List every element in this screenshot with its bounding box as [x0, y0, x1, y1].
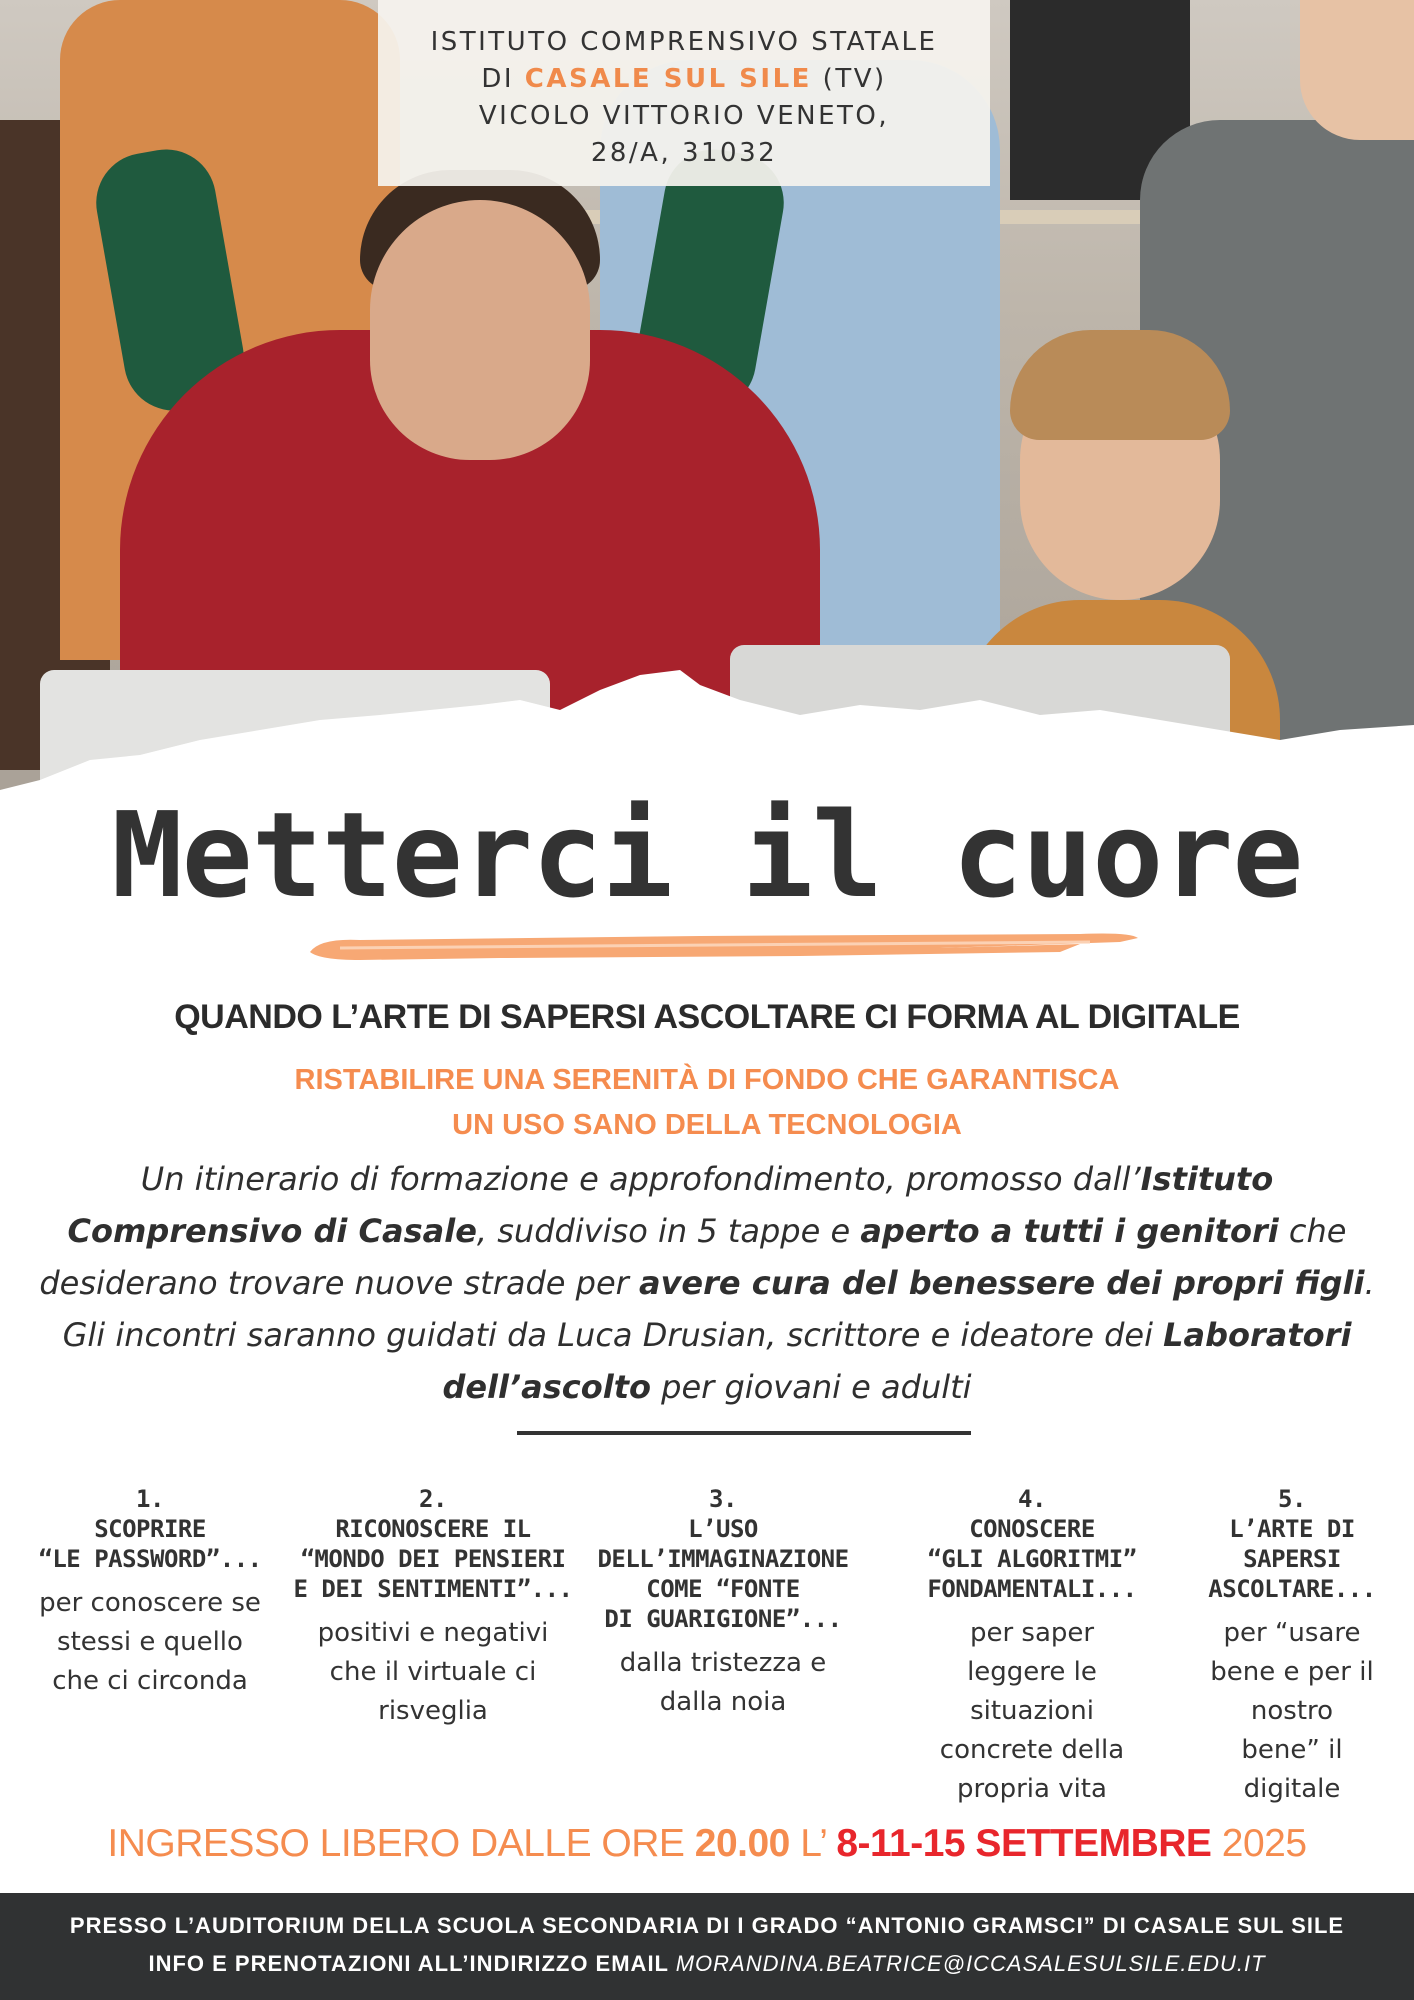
step-5-heading: L’ARTE DI SAPERSI ASCOLTARE... [1208, 1515, 1376, 1603]
contact-email-link[interactable]: MORANDINA.BEATRICE@ICCASALESULSILE.EDU.IT [675, 1951, 1266, 1976]
address-line-4: 28/A, 31032 [590, 138, 778, 168]
address-prefix: DI [481, 64, 525, 94]
step-2-number: 2. [419, 1485, 447, 1513]
address-province: (TV) [811, 64, 887, 94]
entry-connector: L’ [789, 1822, 837, 1865]
footer-venue: PRESSO L’AUDITORIUM DELLA SCUOLA SECONDARIA DI I GRADO “ANTONIO GRAMSCI” DI CASALE SUL SILE [69, 1913, 1345, 1938]
step-3-heading: L’USO DELL’IMMAGINAZIONE COME “FONTE DI GUARIGIONE”... [597, 1515, 849, 1633]
intro-text-4: . Gli incontri saranno guidati da Luca Drusian, scrittore e ideatore dei [62, 1264, 1375, 1354]
brush-underline [300, 930, 1144, 966]
tagline [0, 1058, 1414, 1148]
address-line-3: VICOLO VITTORIO VENETO, [478, 101, 890, 131]
photo-girl-face [1300, 0, 1414, 140]
entry-text: INGRESSO LIBERO DALLE ORE [107, 1822, 695, 1865]
page-title: Metterci il cuore [111, 786, 1303, 924]
step-4-heading: CONOSCERE “GLI ALGORITMI” FONDAMENTALI... [927, 1515, 1137, 1603]
intro-text-3: che desiderano trovare nuove strade per [39, 1212, 1347, 1302]
footer [0, 1893, 1414, 2000]
step-5-description: per “usare bene e per il nostro bene” il digitale [1210, 1618, 1374, 1804]
step-4-number: 4. [1018, 1485, 1046, 1513]
intro-bold-2: aperto a tutti i genitori [860, 1212, 1279, 1250]
step-1-heading: SCOPRIRE “LE PASSWORD”... [38, 1515, 262, 1573]
school-town: CASALE SUL SILE [524, 64, 812, 94]
step-5 [1174, 1484, 1410, 1809]
divider-rule [517, 1431, 971, 1435]
step-2-description: positivi e negativi che il virtuale ci risveglia [317, 1618, 549, 1726]
step-1 [12, 1484, 288, 1701]
entry-time: 20.00 [694, 1822, 790, 1865]
intro-bold-1: Istituto Comprensivo di Casale [67, 1160, 1274, 1250]
address-line-1: ISTITUTO COMPRENSIVO STATALE [430, 27, 938, 57]
step-1-description: per conoscere se stessi e quello che ci circonda [39, 1588, 261, 1696]
step-3 [578, 1484, 868, 1722]
step-1-number: 1. [136, 1485, 164, 1513]
photo-blond-boy-hair [1010, 330, 1230, 440]
footer-contact [0, 1945, 1414, 1983]
photo-boy-face [370, 200, 590, 460]
footer-contact-label: INFO E PRENOTAZIONI ALL’INDIRIZZO EMAIL [148, 1951, 676, 1976]
intro-text-1: Un itinerario di formazione e approfondimento, promosso dall’ [140, 1160, 1141, 1198]
step-4-description: per saper leggere le situazioni concrete della propria vita [939, 1618, 1125, 1804]
step-3-number: 3. [709, 1485, 737, 1513]
intro-text-5: per giovani e adulti [650, 1368, 972, 1406]
tagline-line-1: RISTABILIRE UNA SERENITÀ DI FONDO CHE GARANTISCA [294, 1064, 1120, 1096]
entry-info [0, 1822, 1414, 1866]
step-3-description: dalla tristezza e dalla noia [619, 1648, 827, 1717]
step-4 [900, 1484, 1164, 1809]
step-2-heading: RICONOSCERE IL “MONDO DEI PENSIERI E DEI SENTIMENTI”... [293, 1515, 573, 1603]
address-line-2 [378, 61, 990, 98]
intro-text-2: , suddiviso in 5 tappe e [476, 1212, 861, 1250]
subtitle: QUANDO L’ARTE DI SAPERSI ASCOLTARE CI FORMA AL DIGITALE [174, 998, 1240, 1036]
entry-year: 2025 [1211, 1822, 1307, 1865]
step-2 [288, 1484, 578, 1731]
intro-bold-3: avere cura del benessere dei propri figli [638, 1264, 1365, 1302]
entry-dates: 8-11-15 SETTEMBRE [836, 1822, 1212, 1865]
step-5-number: 5. [1278, 1485, 1306, 1513]
tagline-line-2: UN USO SANO DELLA TECNOLOGIA [452, 1109, 962, 1141]
school-address-box [378, 0, 990, 186]
intro-paragraph [36, 1153, 1378, 1413]
intro-bold-4: Laboratori dell’ascolto [442, 1316, 1352, 1406]
